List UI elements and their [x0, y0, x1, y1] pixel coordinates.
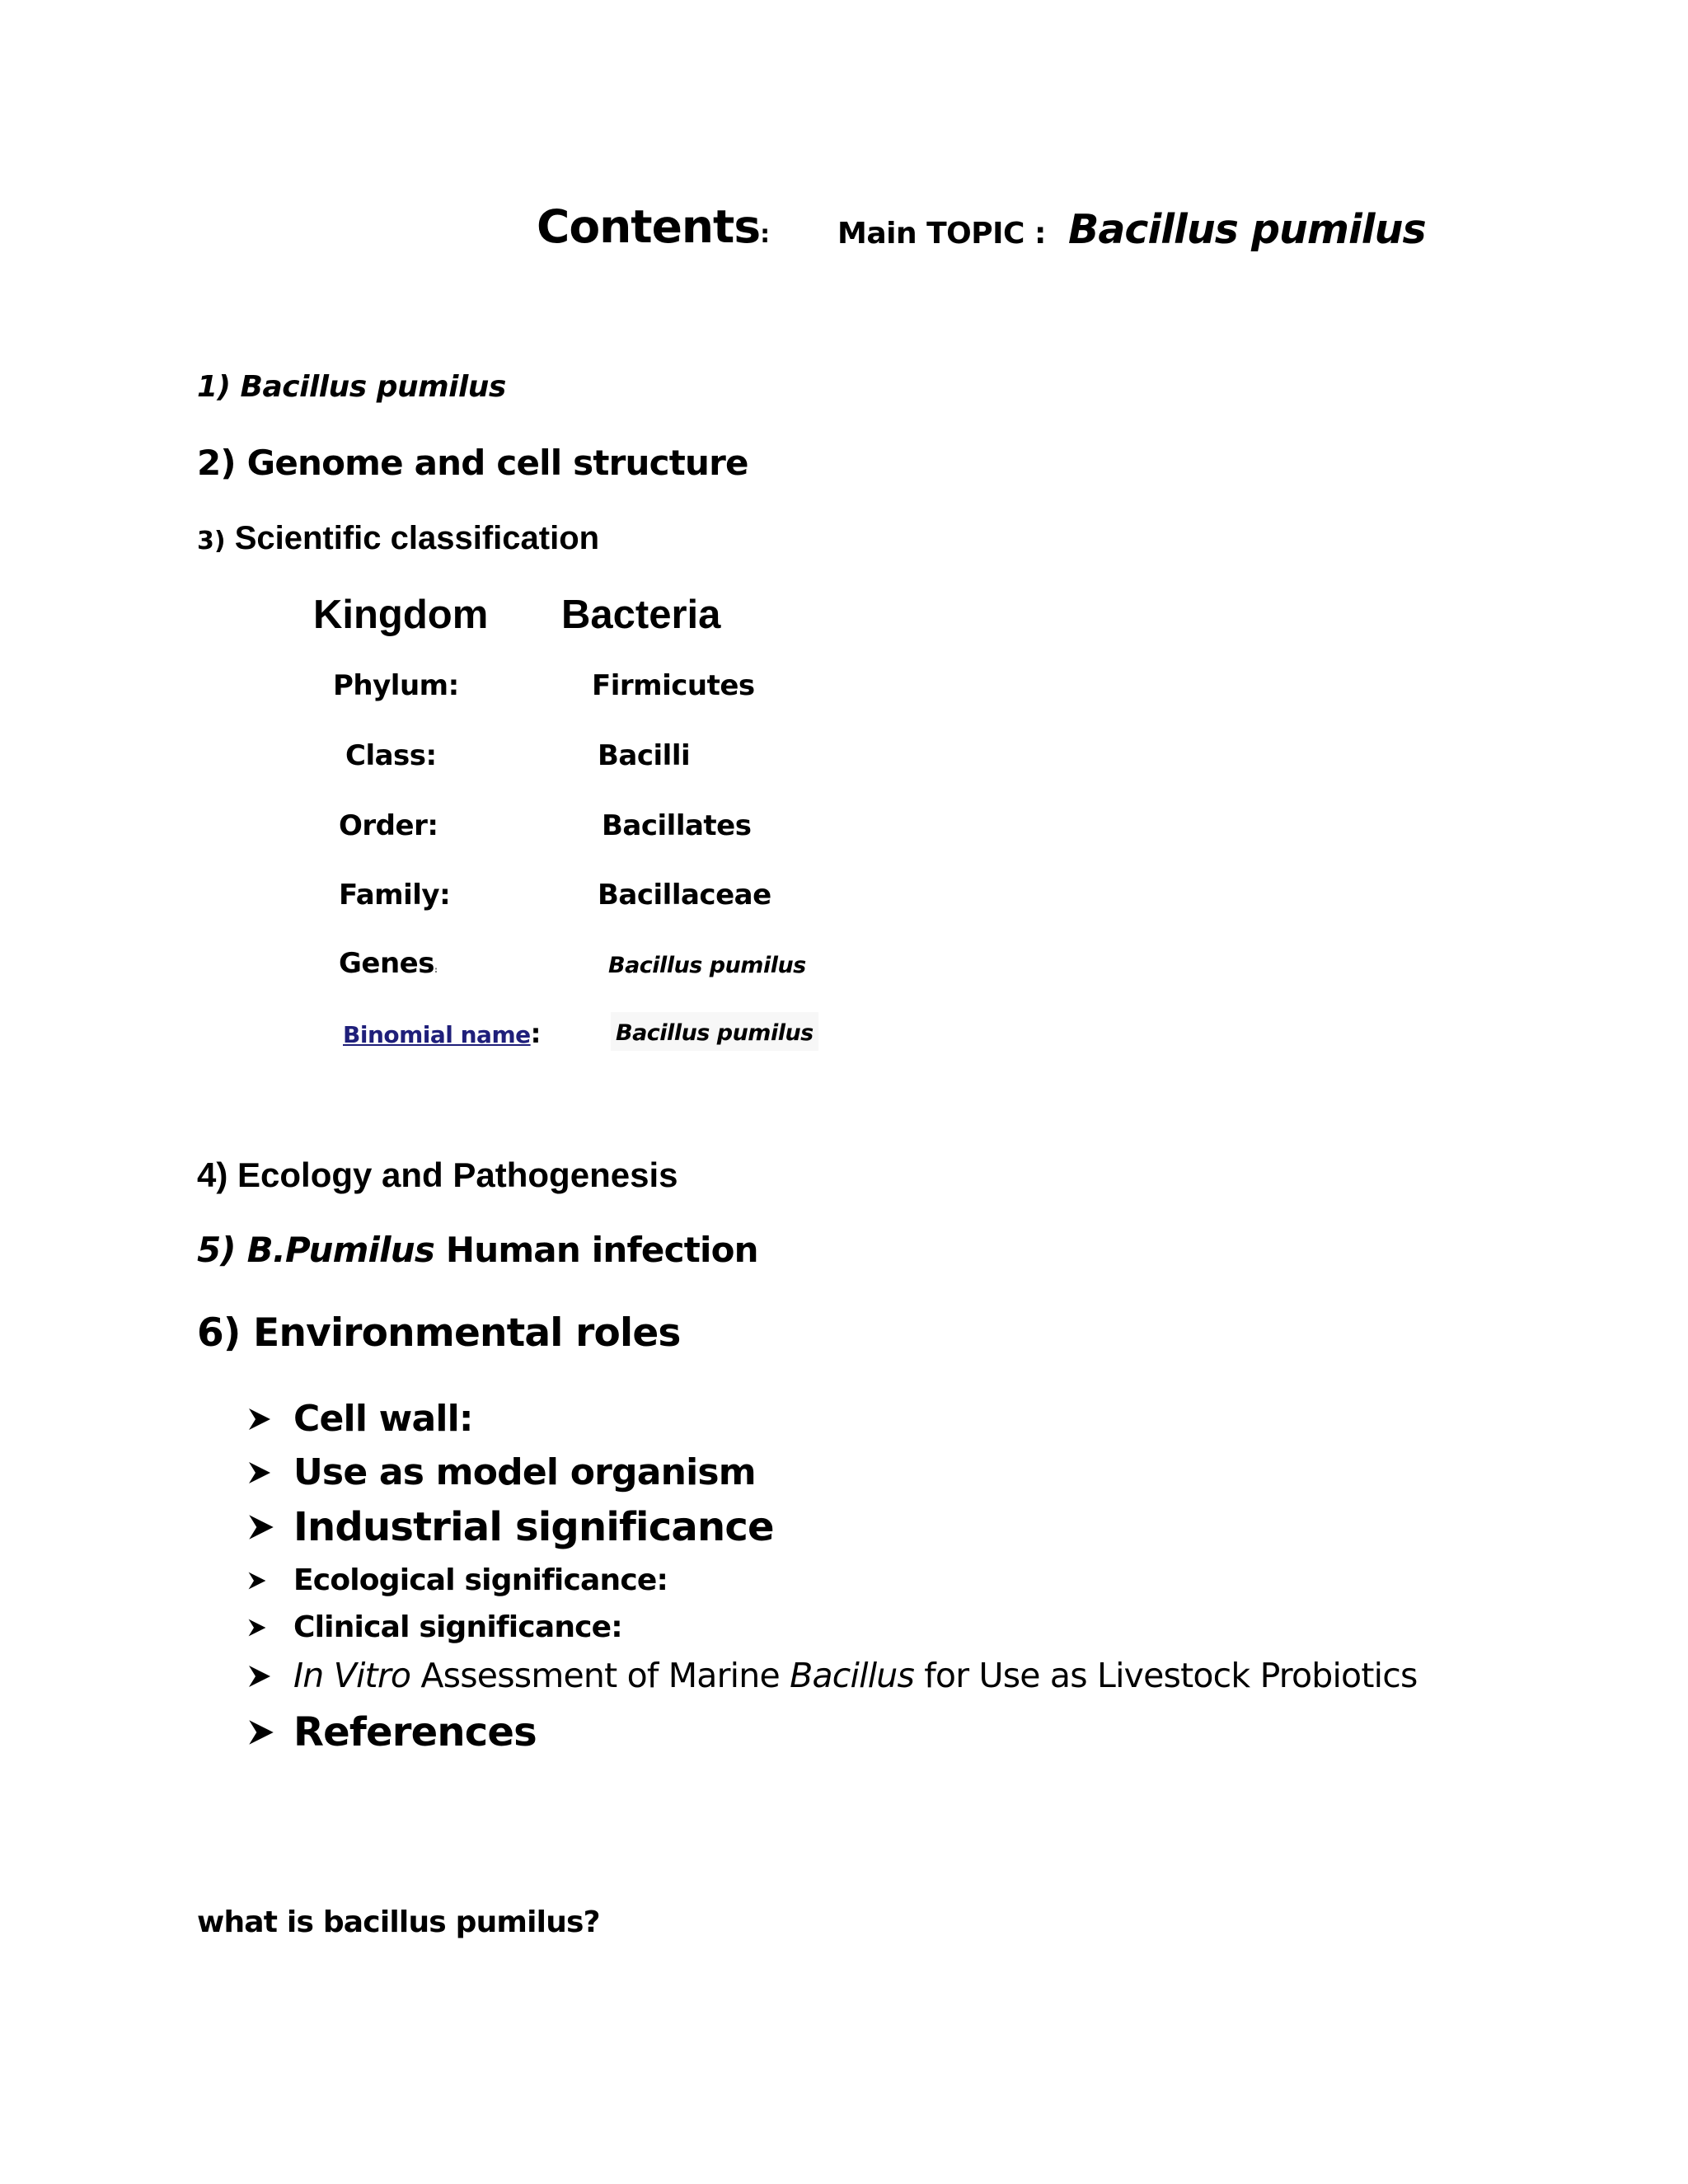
phylum-label: Phylum: — [333, 669, 459, 702]
order-label: Order: — [339, 809, 438, 842]
bullet-item — [247, 1398, 473, 1440]
bullet-item — [247, 1709, 537, 1755]
bullet-item — [247, 1610, 622, 1644]
kingdom-value: Bacteria — [561, 593, 721, 637]
binomial-colon: : — [530, 1018, 542, 1049]
bullet-references: References — [293, 1709, 537, 1755]
class-value: Bacilli — [598, 739, 691, 772]
section-3-number: 3) — [197, 527, 226, 555]
arrowhead-bullet-icon — [247, 1618, 293, 1638]
class-label: Class: — [345, 739, 437, 772]
arrowhead-bullet-icon — [247, 1664, 293, 1689]
binomial-value: Bacillus pumilus — [611, 1012, 818, 1051]
section-5-italic: 5) B.Pumilus — [197, 1230, 435, 1270]
section-1-title: 1) Bacillus pumilus — [197, 370, 506, 404]
section-5-text: Human infection — [434, 1230, 758, 1270]
contents-colon: : — [760, 220, 770, 249]
phylum-value: Firmicutes — [592, 669, 755, 702]
genes-mark: : — [434, 966, 438, 975]
bullet-item — [247, 1563, 668, 1597]
bullet-cell-wall: Cell wall: — [293, 1398, 473, 1440]
bullet-item — [247, 1504, 774, 1550]
arrowhead-bullet-icon — [247, 1407, 293, 1432]
arrowhead-bullet-icon — [247, 1718, 293, 1746]
family-value: Bacillaceae — [598, 879, 771, 912]
bullet-industrial: Industrial significance — [293, 1504, 774, 1550]
question-text: what is bacillus pumilus? — [197, 1905, 600, 1939]
bullet-clinical: Clinical significance: — [293, 1610, 622, 1644]
bullet-item — [247, 1656, 1418, 1695]
family-label: Family: — [339, 879, 451, 912]
genes-value: Bacillus pumilus — [608, 953, 806, 978]
bullet-model-organism: Use as model organism — [293, 1451, 756, 1493]
genes-label: Genes — [339, 947, 434, 980]
in-vitro-bacillus: Bacillus — [790, 1656, 915, 1695]
arrowhead-bullet-icon — [247, 1460, 293, 1485]
bullet-in-vitro — [293, 1656, 1418, 1695]
order-value: Bacillates — [602, 809, 752, 842]
section-3-text: Scientific classification — [225, 520, 600, 556]
bullet-ecological: Ecological significance: — [293, 1563, 668, 1597]
section-4-title: 4) Ecology and Pathogenesis — [197, 1155, 678, 1194]
in-vitro-end: for Use as Livestock Probiotics — [914, 1656, 1418, 1695]
bullet-item — [247, 1451, 756, 1493]
section-3-title — [197, 522, 599, 555]
in-vitro-italic: In Vitro — [293, 1656, 411, 1695]
section-2-title: 2) Genome and cell structure — [197, 443, 748, 483]
kingdom-label: Kingdom — [313, 593, 489, 637]
topic-name: Bacillus pumilus — [1068, 206, 1426, 253]
main-topic-label: Main TOPIC : — [837, 217, 1046, 251]
binomial-name-link[interactable]: Binomial name — [343, 1021, 531, 1048]
section-6-title: 6) Environmental roles — [197, 1310, 681, 1356]
arrowhead-bullet-icon — [247, 1513, 293, 1541]
contents-heading — [537, 200, 770, 253]
arrowhead-bullet-icon — [247, 1571, 293, 1591]
contents-label: Contents — [537, 200, 761, 253]
section-5-title — [197, 1230, 758, 1270]
binomial-label-group — [343, 1020, 541, 1047]
in-vitro-mid: Assessment of Marine — [410, 1656, 790, 1695]
genes-label-group — [339, 947, 438, 980]
